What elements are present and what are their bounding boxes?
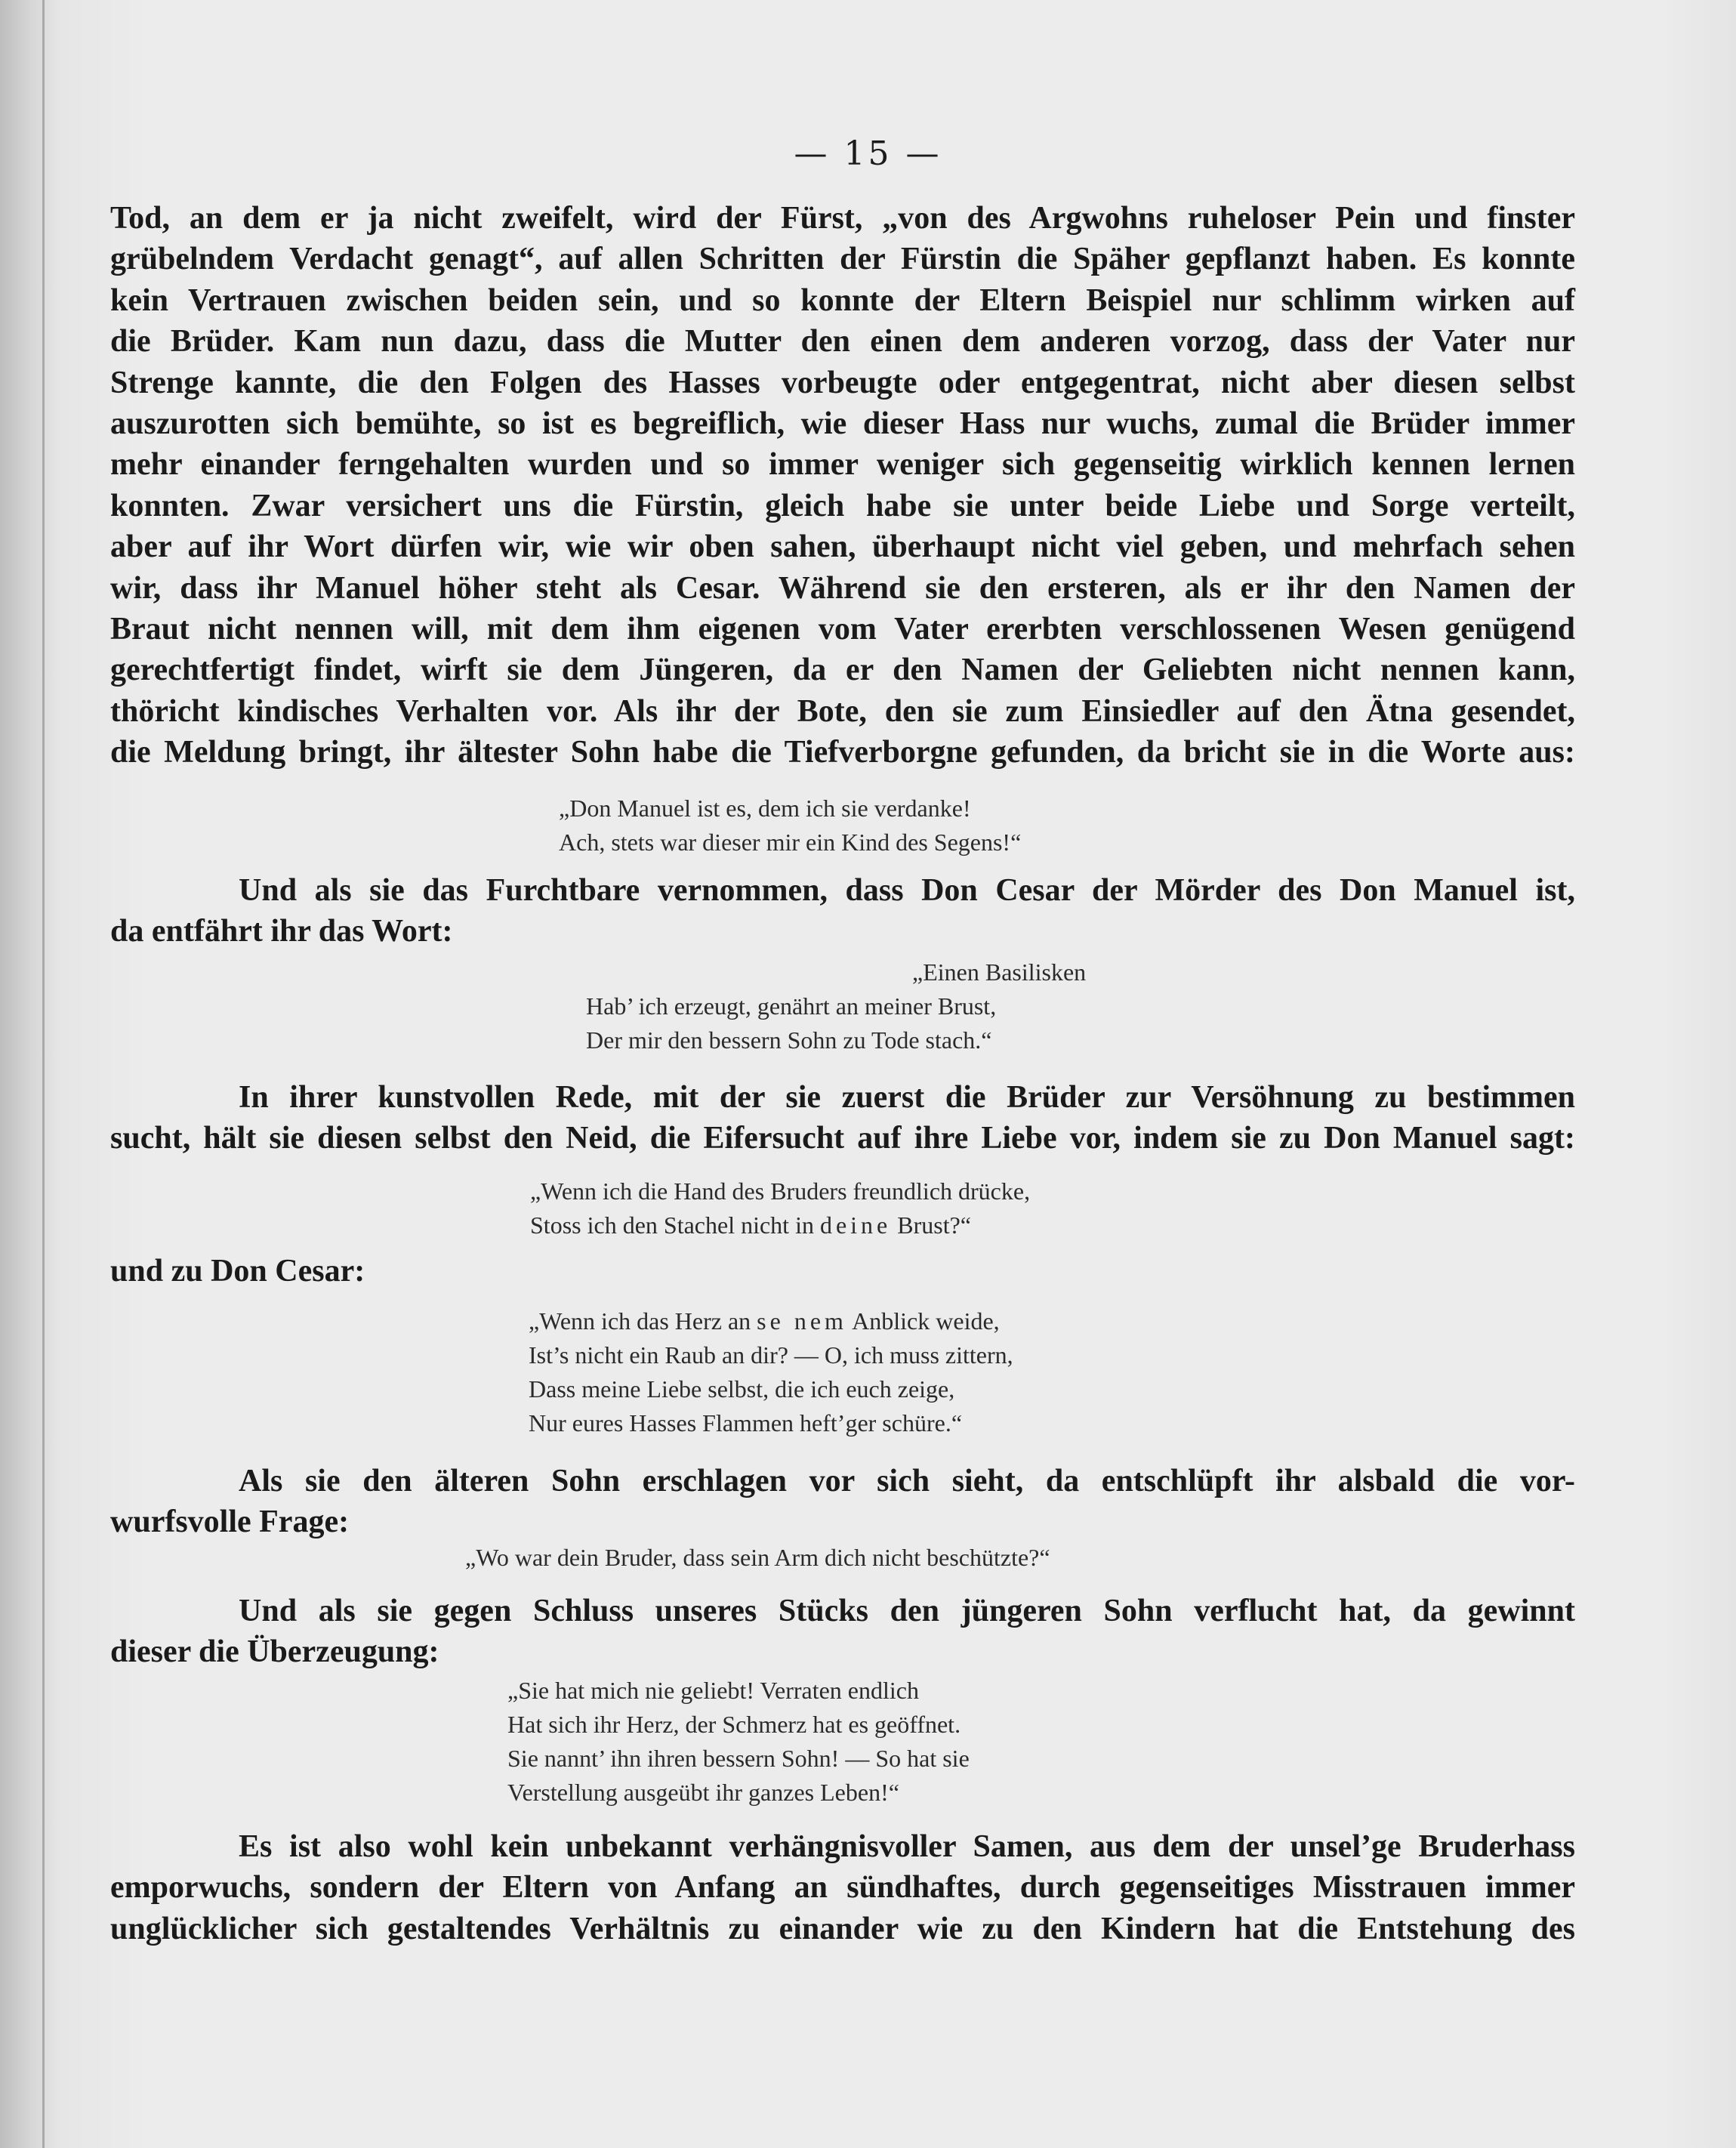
text-line: mehr einander ferngehalten wurden und so immer weniger sich gegenseitig wirklich kennen lernen [110,447,1575,483]
text-line: da entfährt ihr das Wort: [110,914,453,949]
text-line: Und als sie das Furchtbare vernommen, dass Don Cesar der Mörder des Don Manuel ist, [239,873,1575,908]
verse-line: Ach, stets war dieser mir ein Kind des Segens!“ [559,829,1022,856]
verse-line [530,1208,1030,1242]
verse-line: Der mir den bessern Sohn zu Tode stach.“ [586,1026,992,1054]
text-line: die Brüder. Kam nun dazu, dass die Mutter den einen dem anderen vorzog, dass der Vater nur [110,324,1575,360]
paragraph-1 [110,198,1575,773]
text-line: thöricht kindisches Verhalten vor. Als ihr der Bote, den sie zum Einsiedler auf den Ätna gesendet, [110,693,1575,729]
verse-line: Dass meine Liebe selbst, die ich euch zeige, [529,1375,955,1403]
quote-2 [586,955,1086,1057]
text-line: grübelndem Verdacht genagt“, auf allen Schritten der Fürstin die Späher gepflanzt haben. Es konnte [110,242,1575,277]
verse-segment: Brust?“ [891,1211,971,1239]
verse-line: Ist’s nicht ein Raub an dir? — O, ich muss zittern, [529,1341,1013,1369]
text-line: auszurotten sich bemühte, so ist es begreiflich, wie dieser Hass nur wuchs, zumal die Brüder immer [110,406,1575,442]
page-number: — 15 — [794,134,942,173]
quote-6 [507,1674,970,1810]
text-line: Es ist also wohl kein unbekannt verhängnisvoller Samen, aus dem der unsel’ge Bruderhass [239,1829,1575,1864]
quote-1 [559,792,1021,860]
text-line: aber auf ihr Wort dürfen wir, wie wir oben sahen, überhaupt nicht viel geben, und mehrfach sehen [110,529,1575,565]
text-line: gerechtfertigt findet, wirft sie dem Jüngeren, da er den Namen der Geliebten nicht nennen kann, [110,653,1575,688]
verse-line: „Wo war dein Bruder, dass sein Arm dich nicht beschützte?“ [465,1544,1050,1571]
verse-line: Sie nannt’ ihn ihren bessern Sohn! — So hat sie [507,1745,970,1772]
verse-line: Verstellung ausgeübt ihr ganzes Leben!“ [507,1779,899,1806]
verse-line: Nur eures Hasses Flammen heft’ger schüre.“ [529,1409,963,1437]
text-line: sucht, hält sie diesen selbst den Neid, die Eifersucht auf ihre Liebe vor, indem sie zu Don Manuel sagt: [110,1121,1575,1156]
text-line: konnten. Zwar versichert uns die Fürstin, gleich habe sie unter beide Liebe und Sorge verteilt, [110,488,1575,523]
text-line: Als sie den älteren Sohn erschlagen vor sich sieht, da entschlüpft ihr alsbald die vor- [239,1464,1575,1498]
verse-line: „Sie hat mich nie geliebt! Verraten endlich [507,1677,919,1704]
paragraph-4 [110,1251,1575,1292]
emphasized-word: deine [819,1211,892,1239]
verse-segment: „Wenn ich das Herz an [529,1307,757,1335]
text-line: die Meldung bringt, ihr ältester Sohn habe die Tiefverborgne gefunden, da bricht sie in die Worte aus: [110,735,1575,770]
paragraph-7 [110,1826,1575,1949]
text-line: kein Vertrauen zwischen beiden sein, und so konnte der Eltern Beispiel nur schlimm wirken auf [110,282,1575,318]
quote-5 [465,1541,1050,1575]
text-line: und zu Don Cesar: [110,1254,365,1288]
verse-line: Hab’ ich erzeugt, genährt an meiner Brust, [586,992,997,1020]
verse-line: „Einen Basilisken [912,958,1087,986]
verse-line: Hat sich ihr Herz, der Schmerz hat es geöffnet. [507,1711,961,1738]
verse-segment: Anblick weide, [846,1307,1000,1335]
text-line: unglücklicher sich gestaltendes Verhältnis zu einander wie zu den Kindern hat die Entstehung des [110,1911,1575,1946]
paragraph-6 [110,1591,1575,1673]
quote-3 [530,1174,1030,1242]
quote-4 [529,1304,1013,1440]
verse-segment: Stoss ich den Stachel nicht in [530,1211,820,1239]
text-line: emporwuchs, sondern der Eltern von Anfang an sündhaftes, durch gegenseitiges Misstrauen immer [110,1870,1575,1906]
paragraph-2 [110,870,1575,952]
text-line: Tod, an dem er ja nicht zweifelt, wird der Fürst, „von des Argwohns ruheloser Pein und finster [110,201,1575,236]
text-line: In ihrer kunstvollen Rede, mit der sie zuerst die Brüder zur Versöhnung zu bestimmen [239,1080,1575,1115]
paragraph-5 [110,1461,1575,1543]
text-line: Braut nicht nennen will, mit dem ihm eigenen vom Vater ererbten verschlossenen Wesen genügend [110,612,1575,647]
binding-edge [42,0,45,2148]
text-line: Und als sie gegen Schluss unseres Stücks den jüngeren Sohn verflucht hat, da gewinnt [239,1594,1575,1628]
emphasized-word: se nem [757,1307,847,1335]
verse-line: „Wenn ich die Hand des Bruders freundlich drücke, [530,1177,1031,1205]
text-line: dieser die Überzeugung: [110,1634,439,1670]
text-line: wurfsvolle Frage: [110,1505,350,1540]
paragraph-3 [110,1077,1575,1159]
text-line: wir, dass ihr Manuel höher steht als Cesar. Während sie den ersteren, als er ihr den Namen der [110,570,1575,606]
verse-line [529,1304,1013,1338]
text-line: Strenge kannte, die den Folgen des Hasses vorbeugte oder entgegentrat, nicht aber diesen selbst [110,365,1575,400]
verse-line: „Don Manuel ist es, dem ich sie verdanke! [559,795,971,822]
